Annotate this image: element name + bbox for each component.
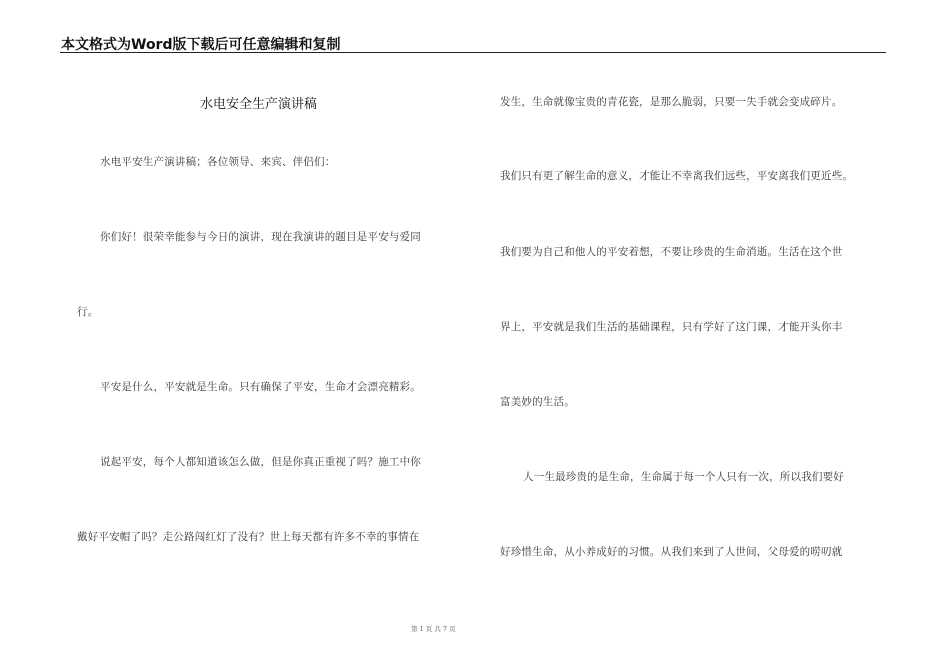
left-paragraph-line: 水电平安生产演讲稿；各位领导、来宾、伴侣们：	[100, 156, 336, 168]
header-divider	[60, 52, 886, 53]
document-title: 水电安全生产演讲稿	[200, 97, 318, 112]
left-paragraph-line: 戴好平安帽了吗？走公路闯红灯了没有？世上每天都有许多不幸的事情在	[77, 531, 420, 543]
right-paragraph-line: 富美妙的生活。	[500, 396, 575, 408]
right-paragraph-line: 发生，生命就像宝贵的青花瓷，是那么脆弱，只要一失手就会变成碎片。	[500, 96, 843, 108]
left-paragraph-line: 你们好！很荣幸能参与今日的演讲，现在我演讲的题目是平安与爱同	[100, 231, 421, 243]
right-paragraph-line: 我们要为自己和他人的平安着想，不要让珍贵的生命消逝。生活在这个世	[500, 246, 843, 258]
left-paragraph-line: 行。	[77, 306, 99, 318]
header-title: 本文格式为Word版下载后可任意编辑和复制	[61, 37, 341, 53]
left-paragraph-line: 说起平安，每个人都知道该怎么做，但是你真正重视了吗？施工中你	[100, 456, 421, 468]
right-paragraph-line: 我们只有更了解生命的意义，才能让不幸离我们远些，平安离我们更近些。	[500, 170, 854, 182]
right-paragraph-line: 人一生最珍贵的是生命，生命属于每一个人只有一次，所以我们要好	[523, 471, 844, 483]
page-number: 第 1 页 共 7 页	[411, 625, 456, 633]
right-paragraph-line: 界上，平安就是我们生活的基础课程，只有学好了这门课，才能开头你丰	[500, 321, 843, 333]
left-paragraph-line: 平安是什么，平安就是生命。只有确保了平安，生命才会漂亮精彩。	[100, 381, 421, 393]
right-paragraph-line: 好珍惜生命，从小养成好的习惯。从我们来到了人世间，父母爱的唠叨就	[500, 546, 843, 558]
